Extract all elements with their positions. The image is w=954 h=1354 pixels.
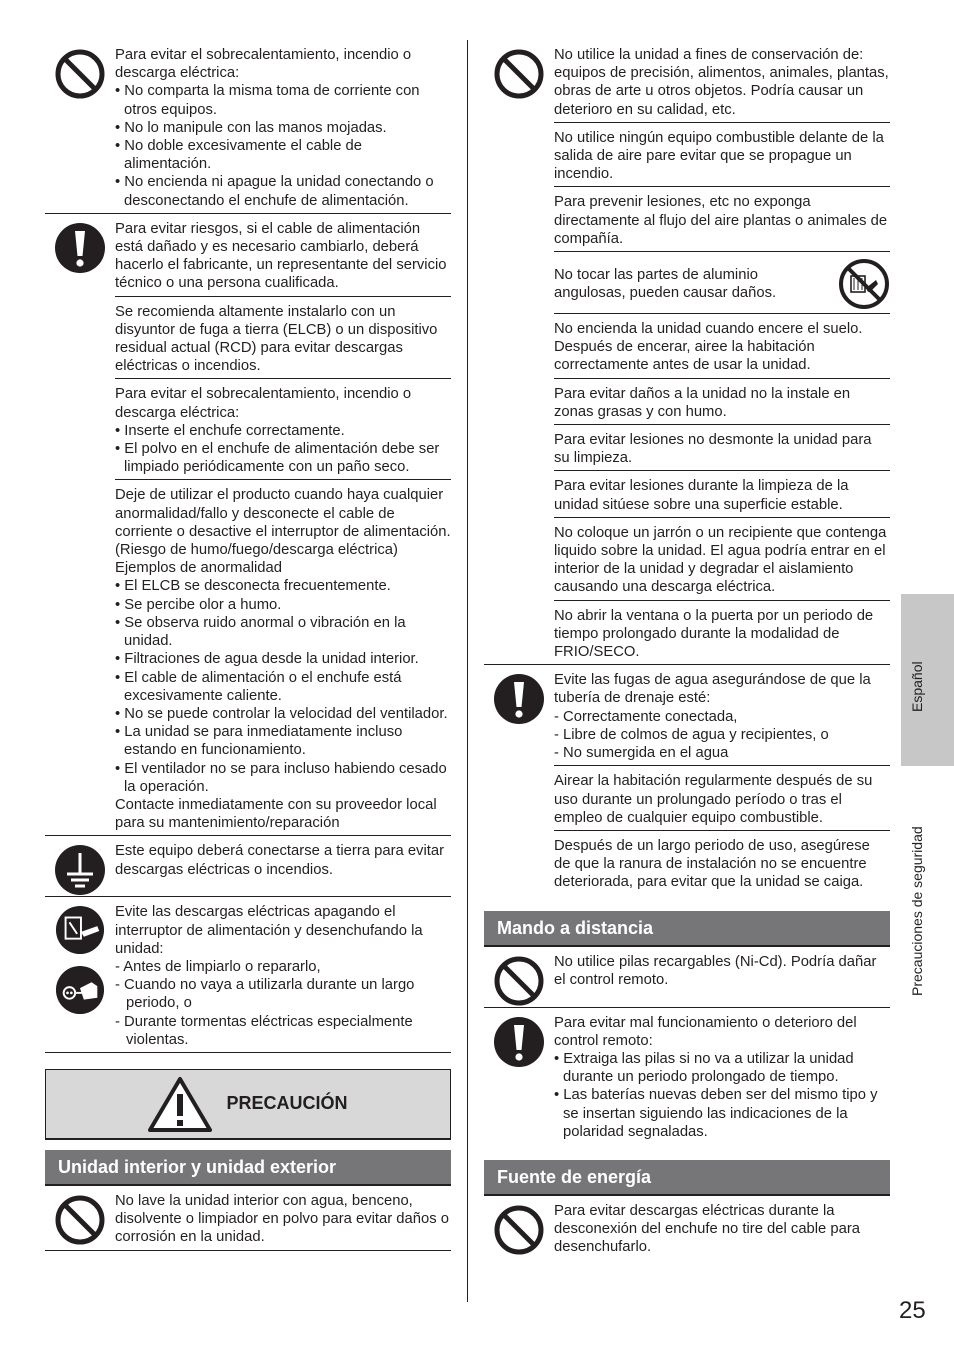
right-column <box>484 40 890 1260</box>
left-column <box>45 40 451 1251</box>
prohibition-icon <box>493 48 545 100</box>
paragraph-text: No utilice pilas recargables (Ni-Cd). Podría dañar el control remoto. <box>554 953 877 988</box>
dash-text: - Cuando no vaya a utilizarla durante un largo periodo, o <box>115 977 415 1012</box>
paragraph-text: Evite las descargas eléctricas apagando el interruptor de alimentación y desenchufando la unidad: <box>115 904 423 957</box>
warning-item <box>554 40 890 122</box>
bullet-text: • El ventilador no se para incluso habiendo cesado la operación. <box>115 760 447 795</box>
warning-item <box>554 830 890 895</box>
bullet-text: • La unidad se para inmediatamente incluso estando en funcionamiento. <box>115 724 403 759</box>
warning-icon-column <box>45 836 115 896</box>
paragraph-text: Para evitar el sobrecalentamiento, incendio o descarga eléctrica: <box>115 386 412 421</box>
paragraph-text: Se recomienda altamente instalarlo con un disyuntor de fuga a tierra (ELCB) o un dispositivo residual actual (RCD) para evitar descargas eléctricas o incendios. <box>115 303 438 375</box>
remote-control-groups <box>484 947 890 1144</box>
warning-icon-column <box>484 947 554 1007</box>
warning-item <box>554 947 890 992</box>
warning-icon-column <box>45 40 115 213</box>
warning-group <box>45 214 451 837</box>
section-label: Precauciones de seguridad <box>909 826 925 996</box>
prohibition-icon <box>493 1204 545 1256</box>
no-touch-fins-icon <box>838 258 890 310</box>
section-title-remote-control: Mando a distancia <box>484 911 890 947</box>
warning-item <box>554 186 890 251</box>
mandatory-action-icon <box>493 1016 545 1068</box>
paragraph-text: Para evitar lesiones no desmonte la unidad para su limpieza. <box>554 432 872 467</box>
bullet-text: • Extraiga las pilas si no va a utilizar la unidad durante un periodo prolongado de tiempo. <box>554 1050 854 1086</box>
bullet-text: • El polvo en el enchufe de alimentación debe ser limpiado periódicamente con un paño seco. <box>115 441 440 476</box>
paragraph-text: No tocar las partes de aluminio angulosas, pueden causar daños. <box>554 266 777 302</box>
warning-item <box>115 897 451 1052</box>
bullet-text: • No comparta la misma toma de corriente con otros equipos. <box>115 83 420 118</box>
dash-text: - Antes de limpiarlo o repararlo, <box>115 958 321 975</box>
warning-group <box>484 947 890 1008</box>
warning-item <box>554 600 890 665</box>
warning-icon-column <box>484 40 554 664</box>
section-title-power-source: Fuente de energía <box>484 1160 890 1196</box>
paragraph-text: - Correctamente conectada, <box>554 708 738 725</box>
paragraph-text: No coloque un jarrón o un recipiente que contenga liquido sobre la unidad. El agua podría entrar en el interior de la unidad y degradar el aislamiento causando una descarga eléctrica. <box>554 524 887 596</box>
unplug-icon <box>55 965 105 1015</box>
bullet-text: • No doble excesivamente el cable de alimentación. <box>115 138 363 173</box>
section-title-indoor-outdoor: Unidad interior y unidad exterior <box>45 1150 451 1186</box>
warning-items <box>115 897 451 1052</box>
paragraph-text: - No sumergida en el agua <box>554 745 729 762</box>
prohibition-icon <box>54 48 106 100</box>
caution-banner <box>45 1069 451 1140</box>
paragraph-text: Después de un largo periodo de uso, asegúrese de que la ranura de instalación no se encuentre deteriorada, para evitar que la unidad se caiga. <box>554 837 870 891</box>
bullet-text: • El ELCB se desconecta frecuentemente. <box>115 578 391 595</box>
warning-icon-column <box>484 665 554 894</box>
paragraph-text: No utilice la unidad a fines de conservación de: equipos de precisión, alimentos, animales, plantas, obras de arte u otros objetos. Podría causar un deterioro en su calidad, etc. <box>554 47 889 118</box>
paragraph-text: Para prevenir lesiones, etc no exponga directamente al flujo del aire plantas o animales de compañía. <box>554 194 888 247</box>
warning-items <box>115 214 451 836</box>
bullet-text: • Inserte el enchufe correctamente. <box>115 422 345 439</box>
warning-triangle-icon <box>148 1076 212 1132</box>
prohibition-icon <box>54 1194 106 1246</box>
warning-group <box>45 1186 451 1251</box>
warning-items <box>115 1186 451 1250</box>
column-divider <box>467 40 468 1302</box>
switch-off-icon <box>55 905 105 955</box>
prohibition-icon <box>493 955 545 1007</box>
paragraph-text: Ejemplos de anormalidad <box>115 560 282 577</box>
warning-item <box>554 1008 890 1144</box>
indoor-outdoor-groups <box>45 1186 451 1251</box>
warning-icon-column <box>45 214 115 836</box>
warning-item <box>115 214 451 296</box>
bullet-text: • No encienda ni apague la unidad conectando o desconectando el enchufe de alimentación. <box>115 174 434 209</box>
bullet-text: • Se percibe olor a humo. <box>115 596 282 613</box>
power-source-groups <box>484 1196 890 1260</box>
warning-items <box>115 40 451 213</box>
left-warning-groups <box>45 40 451 1053</box>
mandatory-action-icon <box>54 222 106 274</box>
paragraph-text: Deje de utilizar el producto cuando haya cualquier anormalidad/fallo y desconecte el cable de corriente o desactive el interruptor de alimentación. <box>115 487 451 540</box>
paragraph-text: No encienda la unidad cuando encere el suelo. Después de encerar, airee la habitación correctamente antes de usar la unidad. <box>554 321 863 374</box>
bullet-text: • El cable de alimentación o el enchufe está excesivamente caliente. <box>115 669 402 704</box>
warning-item <box>115 479 451 835</box>
warning-item <box>115 1186 451 1250</box>
paragraph-text: Para evitar descargas eléctricas durante la desconexión del enchufe no tire del cable para desenchufarlo. <box>554 1202 861 1256</box>
caution-label: PRECAUCIÓN <box>226 1093 348 1114</box>
warning-item <box>554 665 890 765</box>
paragraph-text: Evite las fugas de agua asegurándose de que la tubería de drenaje esté: <box>554 672 871 707</box>
bullet-text: • Se observa ruido anormal o vibración en la unidad. <box>115 614 406 650</box>
paragraph-text: Este equipo deberá conectarse a tierra para evitar descargas eléctricas o incendios. <box>115 843 445 878</box>
bullet-text: • No se puede controlar la velocidad del ventilador. <box>115 705 448 722</box>
warning-icon-column <box>484 1008 554 1144</box>
bullet-text: • Las baterías nuevas deben ser del mismo tipo y se insertan siguiendo las indicaciones de la polaridad segnaladas. <box>554 1087 878 1140</box>
bullet-text: • Filtraciones de agua desde la unidad interior. <box>115 651 419 668</box>
warning-item <box>554 424 890 470</box>
paragraph-text: Para evitar riesgos, si el cable de alimentación está dañado y es necesario cambiarlo, deberá hacerlo el fabricante, un representante del servicio técnico o una persona cualificada. <box>115 220 447 292</box>
warning-item <box>115 378 451 479</box>
warning-items <box>554 665 890 894</box>
warning-group <box>45 836 451 897</box>
paragraph-text: Para evitar mal funcionamiento o deterioro del control remoto: <box>554 1014 857 1049</box>
warning-group <box>484 40 890 665</box>
warning-group <box>484 665 890 894</box>
paragraph-text: (Riesgo de humo/fuego/descarga eléctrica) <box>115 542 398 559</box>
warning-item <box>554 251 890 313</box>
mandatory-action-icon <box>493 673 545 725</box>
warning-items <box>554 947 890 1007</box>
paragraph-text: Airear la habitación regularmente después de su uso durante un prolungado período o tras el empleo de cualquier equipo combustible. <box>554 773 873 826</box>
warning-group <box>45 897 451 1053</box>
warning-group <box>484 1196 890 1260</box>
warning-items <box>554 1196 890 1260</box>
warning-item <box>554 122 890 187</box>
right-warning-groups <box>484 40 890 895</box>
warning-item <box>554 470 890 516</box>
warning-icon-column <box>45 1186 115 1250</box>
warning-item <box>554 765 890 830</box>
warning-item <box>115 40 451 213</box>
bullet-text: • No lo manipule con las manos mojadas. <box>115 119 387 136</box>
language-label: Español <box>909 661 925 712</box>
warning-item <box>554 517 890 600</box>
paragraph-text: No abrir la ventana o la puerta por un periodo de tiempo prolongado durante la modalidad de FRIO/SECO. <box>554 607 874 661</box>
dash-text: - Durante tormentas eléctricas especialmente violentas. <box>115 1013 413 1048</box>
paragraph-text: No lave la unidad interior con agua, benceno, disolvente o limpiador en polvo para evitar daños o corrosión en la unidad. <box>115 1192 449 1246</box>
warning-item <box>554 378 890 424</box>
paragraph-text: No utilice ningún equipo combustible delante de la salida de aire pare evitar que se propague un incendio. <box>554 129 884 183</box>
warning-items <box>115 836 451 896</box>
warning-group <box>484 1008 890 1144</box>
paragraph-text: Para evitar lesiones durante la limpieza de la unidad sitúese sobre una superficie estable. <box>554 478 849 513</box>
warning-item <box>115 836 451 881</box>
warning-item-text-block <box>554 266 832 302</box>
warning-item <box>554 1196 890 1260</box>
warning-group <box>45 40 451 214</box>
warning-icon-column <box>45 897 115 1052</box>
warning-item <box>115 296 451 379</box>
earth-ground-icon <box>54 844 106 896</box>
paragraph-text: - Libre de colmos de agua y recipientes, o <box>554 726 829 743</box>
paragraph-text: Para evitar daños a la unidad no la instale en zonas grasas y con humo. <box>554 385 851 420</box>
paragraph-text: Para evitar el sobrecalentamiento, incendio o descarga eléctrica: <box>115 47 412 82</box>
warning-item <box>554 313 890 378</box>
warning-items <box>554 1008 890 1144</box>
page-number: 25 <box>899 1297 926 1324</box>
warning-items <box>554 40 890 664</box>
paragraph-text: Contacte inmediatamente con su proveedor local para su mantenimiento/reparación <box>115 796 437 832</box>
warning-icon-column <box>484 1196 554 1260</box>
